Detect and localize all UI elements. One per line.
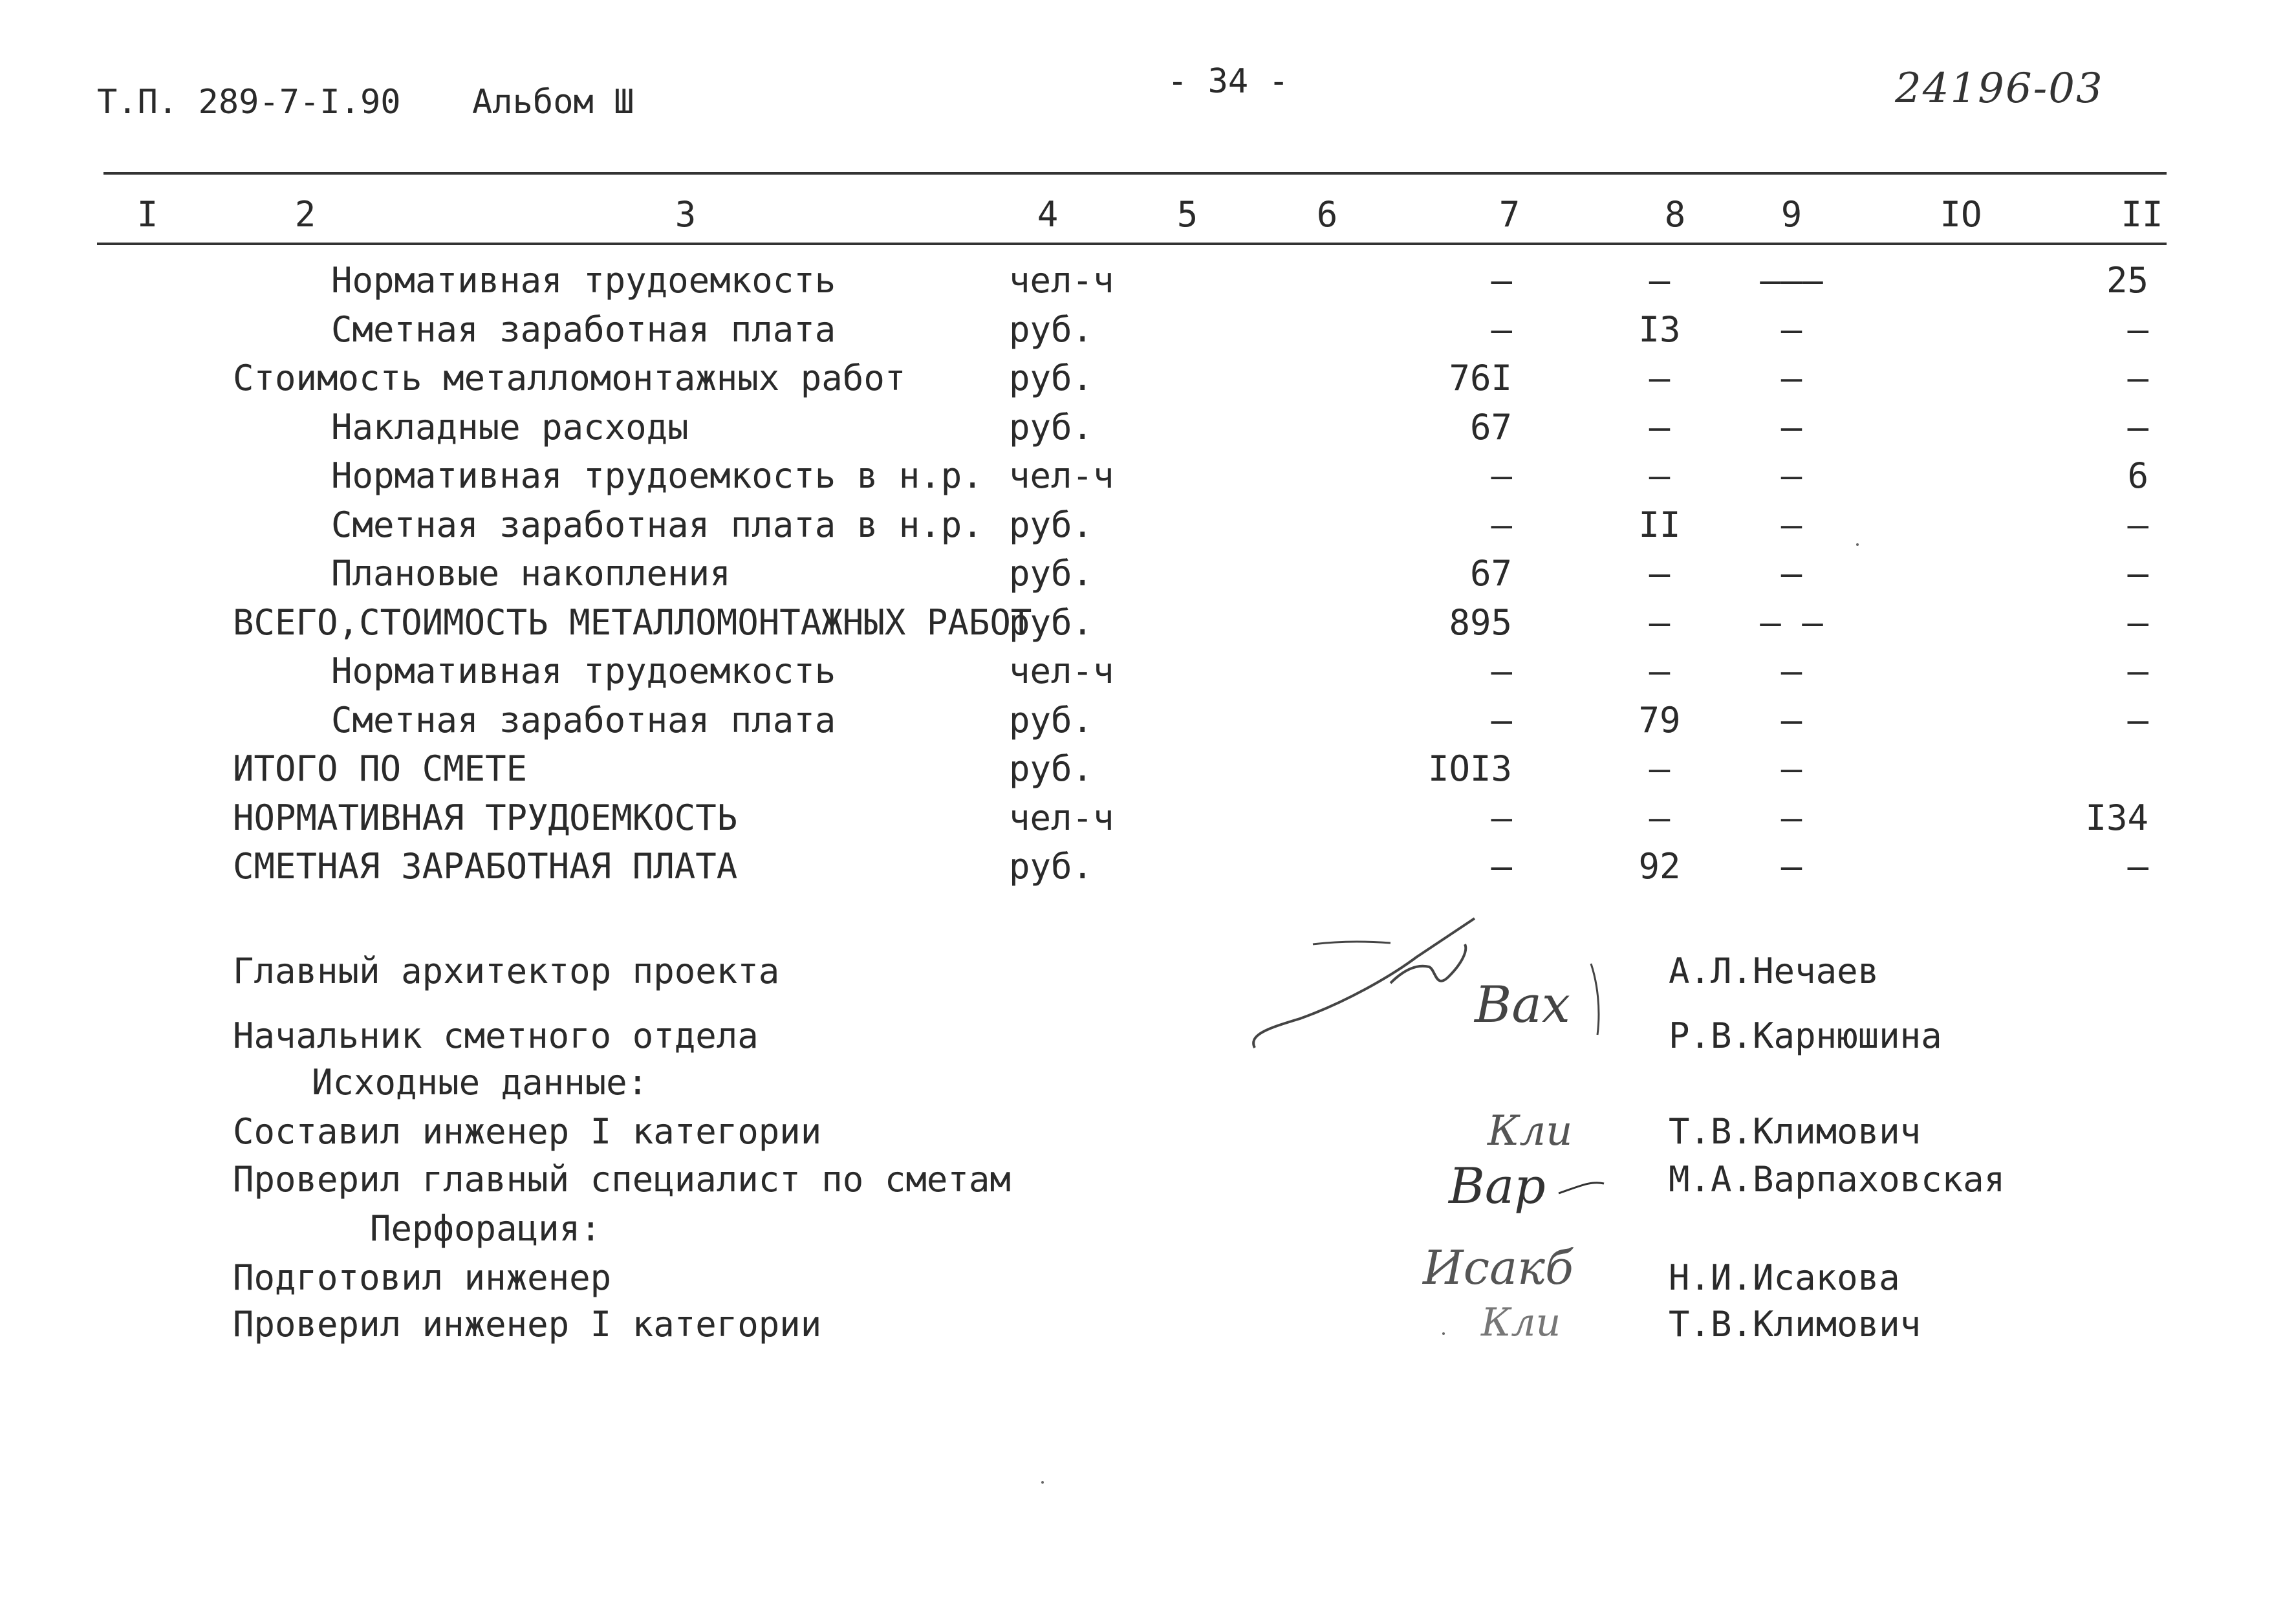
row-col9-value: – xyxy=(1780,358,1802,398)
row-col11-value: I34 xyxy=(2085,797,2148,838)
row-unit: руб. xyxy=(1009,504,1094,545)
row-col8-value: – xyxy=(1649,553,1671,594)
column-number: IO xyxy=(1940,194,1982,235)
signature-checked xyxy=(1442,1142,1649,1239)
prepared-name: Н.И.Исакова xyxy=(1669,1257,1900,1298)
row-col7-value: – xyxy=(1491,260,1512,301)
row-col11-value: – xyxy=(2127,553,2148,594)
row-label: Нормативная трудоемкость в н.р. xyxy=(331,455,983,496)
table-row xyxy=(0,309,2272,358)
handwritten-archive-number: 24196-03 xyxy=(1895,65,2104,113)
estimate-head-title: Начальник сметного отдела xyxy=(233,1015,759,1056)
row-label: ВСЕГО,СТОИМОСТЬ МЕТАЛЛОМОНТАЖНЫХ РАБОТ xyxy=(233,601,1032,643)
row-label: Плановые накопления xyxy=(331,553,731,594)
row-unit: чел-ч xyxy=(1009,455,1114,496)
row-col11-value: – xyxy=(2127,504,2148,545)
row-col9-value: – xyxy=(1780,553,1802,594)
row-unit: руб. xyxy=(1009,358,1094,398)
row-col9-value: – xyxy=(1780,748,1802,789)
signature-checked2 xyxy=(1468,1287,1597,1358)
row-col8-value: – xyxy=(1649,406,1671,448)
row-col9-value: – xyxy=(1780,846,1802,887)
table-top-rule xyxy=(103,172,2167,175)
album-label: Альбом Ш xyxy=(472,83,634,122)
column-number: 7 xyxy=(1498,194,1520,235)
row-label: Сметная заработная плата в н.р. xyxy=(331,504,983,545)
scan-speck xyxy=(1442,1332,1445,1335)
row-col9-value: – xyxy=(1780,309,1802,350)
row-label: Нормативная трудоемкость xyxy=(331,651,836,691)
perforation-heading: Перфорация: xyxy=(370,1208,601,1249)
row-col8-value: II xyxy=(1638,504,1681,545)
compiled-title: Составил инженер I категории xyxy=(233,1111,822,1152)
table-row xyxy=(0,504,2272,554)
project-code: Т.П. 289-7-I.90 xyxy=(97,83,401,122)
table-row xyxy=(0,260,2272,309)
table-row xyxy=(0,846,2272,895)
page-number: - 34 - xyxy=(1167,62,1289,101)
source-data-heading: Исходные данные: xyxy=(312,1062,649,1103)
row-col7-value: – xyxy=(1491,797,1512,838)
row-col11-value: – xyxy=(2127,699,2148,741)
signature-estimate-head xyxy=(1468,951,1675,1061)
column-number: 9 xyxy=(1780,194,1802,235)
row-unit: чел-ч xyxy=(1009,651,1114,691)
row-col11-value: – xyxy=(2127,601,2148,643)
checked-title: Проверил главный специалист по сметам xyxy=(233,1159,1011,1200)
row-col8-value: – xyxy=(1649,651,1671,691)
row-col8-value: – xyxy=(1649,455,1671,496)
row-col11-value: – xyxy=(2127,846,2148,887)
row-unit: чел-ч xyxy=(1009,797,1114,838)
row-col11-value: – xyxy=(2127,406,2148,448)
chief-architect-title: Главный архитектор проекта xyxy=(233,951,780,991)
row-col9-value: – – xyxy=(1760,601,1823,643)
table-row xyxy=(0,455,2272,504)
prepared-title: Подготовил инженер xyxy=(233,1257,612,1298)
row-label: Нормативная трудоемкость xyxy=(331,260,836,301)
checked2-name: Т.В.Климович xyxy=(1669,1304,1921,1345)
checked2-title: Проверил инженер I категории xyxy=(233,1304,822,1345)
row-col7-value: 67 xyxy=(1469,406,1512,448)
table-row xyxy=(0,358,2272,407)
checked-name: М.А.Варпаховская xyxy=(1669,1159,2006,1200)
scan-speck xyxy=(1856,543,1859,546)
table-row xyxy=(0,553,2272,602)
row-col11-value: – xyxy=(2127,651,2148,691)
sig-script-text: Вах xyxy=(1475,976,1570,1034)
table-row xyxy=(0,407,2272,456)
row-col9-value: ——— xyxy=(1760,260,1823,301)
column-number: 5 xyxy=(1176,194,1198,235)
row-col8-value: I3 xyxy=(1638,309,1681,350)
scan-speck xyxy=(1041,1481,1044,1484)
table-header-rule xyxy=(97,243,2167,245)
row-unit: руб. xyxy=(1009,406,1094,448)
row-col7-value: – xyxy=(1491,309,1512,350)
row-col11-value: – xyxy=(2127,358,2148,398)
row-col8-value: 79 xyxy=(1638,699,1681,741)
row-label: ИТОГО ПО СМЕТЕ xyxy=(233,748,528,789)
row-label: Сметная заработная плата xyxy=(331,699,836,741)
table-row xyxy=(0,748,2272,797)
row-col7-value: – xyxy=(1491,651,1512,691)
sig-script-text: Кли xyxy=(1481,1300,1561,1345)
row-col7-value: 67 xyxy=(1469,553,1512,594)
row-col8-value: – xyxy=(1649,748,1671,789)
row-col7-value: IOI3 xyxy=(1427,748,1512,789)
column-number: 4 xyxy=(1037,194,1059,235)
row-label: Стоимость металломонтажных работ xyxy=(233,358,906,398)
row-unit: руб. xyxy=(1009,309,1094,350)
row-col7-value: – xyxy=(1491,455,1512,496)
row-label: НОРМАТИВНАЯ ТРУДОЕМКОСТЬ xyxy=(233,797,738,838)
row-col8-value: – xyxy=(1649,260,1671,301)
row-col7-value: – xyxy=(1491,504,1512,545)
table-row xyxy=(0,602,2272,651)
row-col9-value: – xyxy=(1780,699,1802,741)
column-number: 2 xyxy=(294,194,316,235)
column-number: 8 xyxy=(1664,194,1686,235)
row-col7-value: 895 xyxy=(1449,601,1512,643)
column-number: 6 xyxy=(1316,194,1338,235)
chief-architect-name: А.Л.Нечаев xyxy=(1669,951,1879,991)
row-unit: руб. xyxy=(1009,748,1094,789)
compiled-name: Т.В.Климович xyxy=(1669,1111,1921,1152)
table-row xyxy=(0,651,2272,700)
row-col9-value: – xyxy=(1780,406,1802,448)
sig-script-text: Вар xyxy=(1449,1157,1546,1215)
row-unit: руб. xyxy=(1009,846,1094,887)
row-col9-value: – xyxy=(1780,455,1802,496)
row-col9-value: – xyxy=(1780,651,1802,691)
table-row xyxy=(0,700,2272,749)
table-row xyxy=(0,797,2272,847)
sig-script-text: Кли xyxy=(1488,1107,1573,1155)
row-label: Накладные расходы xyxy=(331,406,689,448)
column-number: I xyxy=(136,194,158,235)
row-col9-value: – xyxy=(1780,504,1802,545)
sig-script-text: Исакб xyxy=(1423,1240,1574,1295)
row-col8-value: – xyxy=(1649,358,1671,398)
row-label: СМЕТНАЯ ЗАРАБОТНАЯ ПЛАТА xyxy=(233,846,738,887)
row-col7-value: – xyxy=(1491,699,1512,741)
row-col11-value: – xyxy=(2127,309,2148,350)
row-col7-value: 76I xyxy=(1449,358,1512,398)
row-unit: руб. xyxy=(1009,699,1094,741)
estimate-head-name: Р.В.Карнюшина xyxy=(1669,1015,1942,1056)
row-col8-value: 92 xyxy=(1638,846,1681,887)
row-col11-value: 6 xyxy=(2127,455,2148,496)
column-number: 3 xyxy=(675,194,697,235)
row-unit: чел-ч xyxy=(1009,260,1114,301)
column-number: II xyxy=(2121,194,2163,235)
row-col9-value: – xyxy=(1780,797,1802,838)
row-col7-value: – xyxy=(1491,846,1512,887)
row-col8-value: – xyxy=(1649,797,1671,838)
row-label: Сметная заработная плата xyxy=(331,309,836,350)
row-unit: руб. xyxy=(1009,553,1094,594)
row-col11-value: 25 xyxy=(2106,260,2148,301)
row-unit: руб. xyxy=(1009,601,1094,643)
row-col8-value: – xyxy=(1649,601,1671,643)
